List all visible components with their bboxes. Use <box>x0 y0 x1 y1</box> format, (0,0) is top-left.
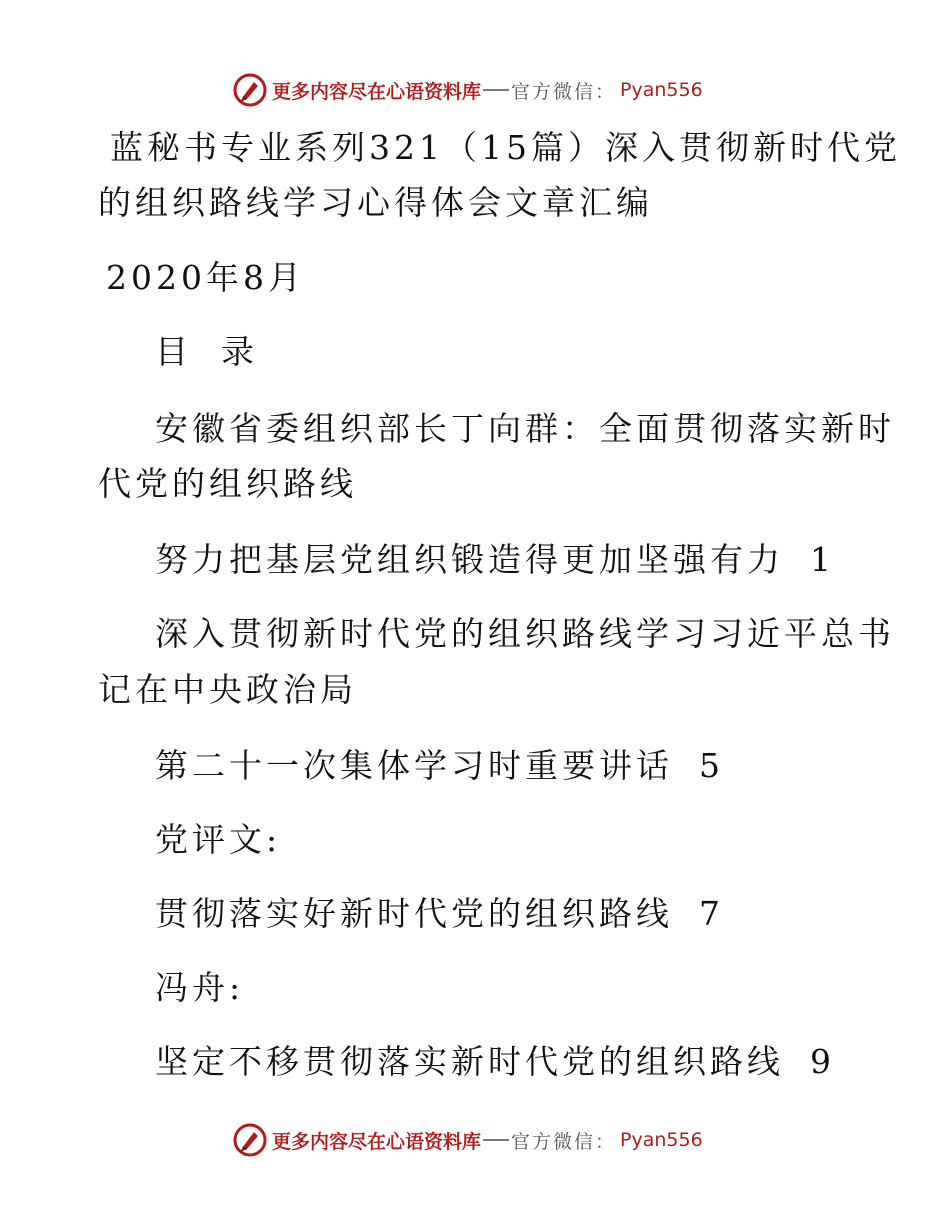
toc-entry-3-line2: 记在中央政治局 <box>98 670 357 709</box>
banner-wechat-id: Pyan556 <box>620 1129 703 1151</box>
banner-text: 更多内容尽在心语资料库 <box>272 1130 482 1153</box>
watermark-banner-top <box>232 70 703 110</box>
toc-entry-6-text: 贯彻落实好新时代党的组织路线 <box>155 894 673 933</box>
toc-heading: 目 录 <box>155 332 258 371</box>
toc-entry-3-line1: 深入贯彻新时代党的组织路线学习习近平总书 <box>155 614 895 653</box>
doc-title-line1: 蓝秘书专业系列321（15篇）深入贯彻新时代党 <box>110 128 901 167</box>
toc-entry-4-page: 5 <box>699 746 724 785</box>
toc-entry-2 <box>155 540 835 580</box>
toc-entry-7: 冯舟: <box>155 968 245 1007</box>
toc-entry-4-text: 第二十一次集体学习时重要讲话 <box>155 746 673 785</box>
toc-entry-6-page: 7 <box>699 894 724 933</box>
pen-logo-icon <box>232 1122 268 1158</box>
pen-logo-icon <box>232 72 268 108</box>
banner-dash <box>483 1139 509 1141</box>
doc-date: 2020年8月 <box>106 258 305 297</box>
toc-entry-8 <box>155 1042 835 1082</box>
toc-entry-5: 党评文: <box>155 820 282 859</box>
toc-entry-2-text: 努力把基层党组织锻造得更加坚强有力 <box>155 540 784 579</box>
toc-entry-1-line1: 安徽省委组织部长丁向群：全面贯彻落实新时 <box>155 409 895 448</box>
toc-entry-1-line2: 代党的组织路线 <box>98 464 357 503</box>
doc-title-line2: 的组织路线学习心得体会文章汇编 <box>98 183 653 222</box>
toc-entry-2-page: 1 <box>810 540 835 579</box>
banner-official-label: 官方微信： <box>511 80 617 103</box>
banner-dash <box>483 89 509 91</box>
toc-entry-4 <box>155 746 724 786</box>
toc-entry-6 <box>155 894 724 934</box>
banner-wechat-id: Pyan556 <box>620 79 703 101</box>
banner-official-label: 官方微信： <box>511 1130 617 1153</box>
toc-entry-8-text: 坚定不移贯彻落实新时代党的组织路线 <box>155 1042 784 1081</box>
toc-entry-8-page: 9 <box>810 1042 835 1081</box>
watermark-banner-bottom <box>232 1120 703 1160</box>
banner-text: 更多内容尽在心语资料库 <box>272 80 482 103</box>
